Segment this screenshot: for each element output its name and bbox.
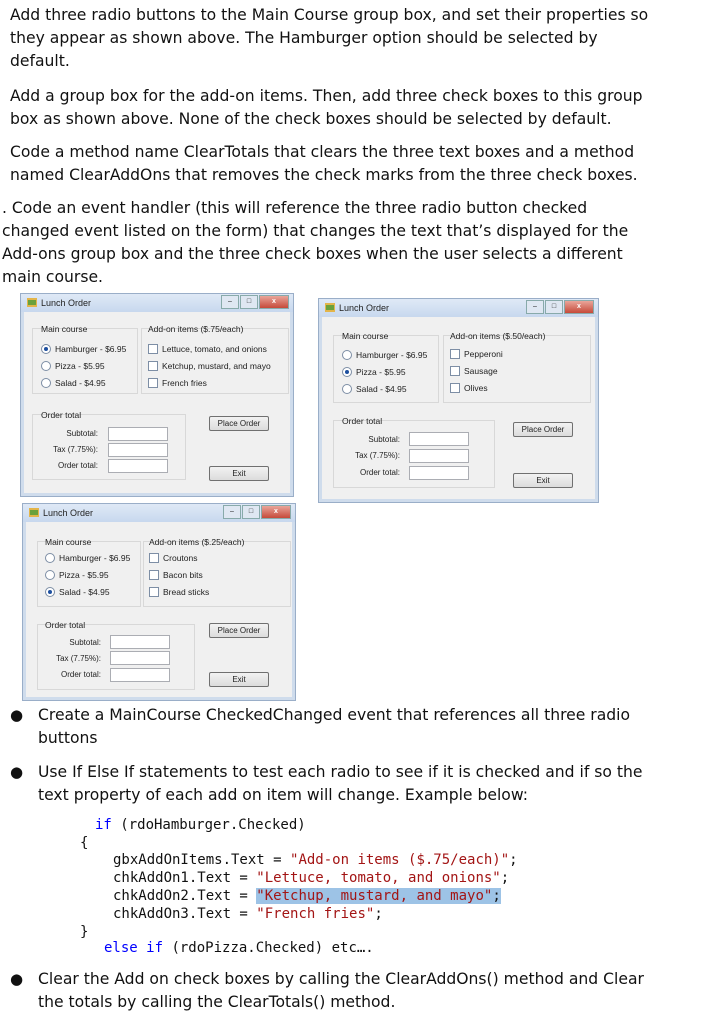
addon-items-label: Add-on items ($.50/each): [450, 331, 546, 341]
subtotal-textbox[interactable]: [108, 427, 168, 441]
main-course-label: Main course: [41, 324, 88, 334]
subtotal-label: Subtotal:: [69, 638, 101, 647]
code-line-else: else if (rdoPizza.Checked) etc….: [104, 940, 374, 956]
place-order-button[interactable]: Place Order: [513, 422, 573, 437]
app-icon: [27, 298, 37, 307]
code-line-1: gbxAddOnItems.Text = "Add-on items ($.75/each)";: [113, 852, 518, 868]
app-icon: [29, 508, 39, 517]
exit-button[interactable]: Exit: [513, 473, 573, 488]
tax-label: Tax (7.75%):: [53, 445, 98, 454]
window-title: Lunch Order: [43, 508, 94, 518]
close-button[interactable]: x: [564, 300, 594, 314]
pizza-radio[interactable]: Pizza - $5.95: [41, 361, 105, 371]
order-total-textbox[interactable]: [409, 466, 469, 480]
salad-radio[interactable]: Salad - $4.95: [41, 378, 106, 388]
tax-textbox[interactable]: [108, 443, 168, 457]
place-order-button[interactable]: Place Order: [209, 416, 269, 431]
app-icon: [325, 303, 335, 312]
salad-radio[interactable]: Salad - $4.95: [342, 384, 407, 394]
addon-checkbox-3[interactable]: Olives: [450, 383, 488, 393]
tax-textbox[interactable]: [110, 651, 170, 665]
instruction-paragraph-1: Add three radio buttons to the Main Course group box, and set their properties so they appear as shown above. The Hamburger option should be selected by default.: [10, 6, 649, 70]
tax-label: Tax (7.75%):: [56, 654, 101, 663]
instruction-paragraph-3: Code a method name ClearTotals that clears the three text boxes and a method named ClearAddOns that removes the check marks from the three check boxes.: [10, 143, 638, 184]
subtotal-textbox[interactable]: [110, 635, 170, 649]
window-title: Lunch Order: [339, 303, 390, 313]
addon-checkbox-3[interactable]: French fries: [148, 378, 207, 388]
title-bar: [21, 294, 293, 312]
addon-checkbox-1[interactable]: Pepperoni: [450, 349, 503, 359]
main-course-label: Main course: [45, 537, 92, 547]
instruction-paragraph-4: . Code an event handler (this will reference the three radio button checked changed event listed on the form) that changes the text that’s displayed for the Add-ons group box and the three check boxes when the user selects a different main course.: [2, 199, 629, 286]
bullet-item-2: Use If Else If statements to test each radio to see if it is checked and if so the text property of each add on item will change. Example below:: [38, 763, 643, 804]
lunch-order-window-1: [20, 293, 294, 497]
subtotal-textbox[interactable]: [409, 432, 469, 446]
code-line-if: if (rdoHamburger.Checked): [95, 817, 306, 833]
exit-button[interactable]: Exit: [209, 466, 269, 481]
code-open-brace: {: [80, 835, 89, 851]
hamburger-radio[interactable]: Hamburger - $6.95: [342, 350, 427, 360]
maximize-button[interactable]: □: [240, 295, 258, 309]
close-button[interactable]: x: [261, 505, 291, 519]
order-total-label: Order total: [342, 416, 383, 426]
addon-items-label: Add-on items ($.25/each): [149, 537, 245, 547]
code-line-2: chkAddOn1.Text = "Lettuce, tomato, and onions";: [113, 870, 510, 886]
exit-button[interactable]: Exit: [209, 672, 269, 687]
place-order-button[interactable]: Place Order: [209, 623, 269, 638]
minimize-button[interactable]: –: [223, 505, 241, 519]
subtotal-label: Subtotal:: [368, 435, 400, 444]
addon-checkbox-1[interactable]: Croutons: [149, 553, 198, 563]
title-bar: [319, 299, 598, 317]
code-line-3: chkAddOn2.Text = "Ketchup, mustard, and mayo";: [113, 888, 501, 904]
code-line-4: chkAddOn3.Text = "French fries";: [113, 906, 383, 922]
tax-label: Tax (7.75%):: [355, 451, 400, 460]
minimize-button[interactable]: –: [221, 295, 239, 309]
pizza-radio[interactable]: Pizza - $5.95: [342, 367, 406, 377]
maximize-button[interactable]: □: [545, 300, 563, 314]
pizza-radio[interactable]: Pizza - $5.95: [45, 570, 109, 580]
instruction-paragraph-2: Add a group box for the add-on items. Then, add three check boxes to this group box as shown above. None of the check boxes should be selected by default.: [10, 87, 643, 128]
tax-textbox[interactable]: [409, 449, 469, 463]
hamburger-radio[interactable]: Hamburger - $6.95: [45, 553, 130, 563]
salad-radio[interactable]: Salad - $4.95: [45, 587, 110, 597]
order-total-label: Order total: [41, 410, 82, 420]
title-bar: [23, 504, 295, 522]
order-total-field-label: Order total:: [359, 468, 400, 477]
minimize-button[interactable]: –: [526, 300, 544, 314]
bullet-item-3: Clear the Add on check boxes by calling the ClearAddOns() method and Clear the totals by calling the ClearTotals() method.: [38, 970, 644, 1011]
order-total-field-label: Order total:: [57, 461, 98, 470]
addon-checkbox-3[interactable]: Bread sticks: [149, 587, 209, 597]
bullet-dot-1: ●: [10, 706, 24, 724]
bullet-dot-3: ●: [10, 970, 24, 988]
addon-items-label: Add-on items ($.75/each): [148, 324, 244, 334]
addon-checkbox-2[interactable]: Bacon bits: [149, 570, 203, 580]
lunch-order-window-2: [318, 298, 599, 503]
order-total-textbox[interactable]: [110, 668, 170, 682]
addon-checkbox-2[interactable]: Sausage: [450, 366, 498, 376]
window-title: Lunch Order: [41, 298, 92, 308]
main-course-label: Main course: [342, 331, 389, 341]
order-total-label: Order total: [45, 620, 86, 630]
bullet-dot-2: ●: [10, 763, 24, 781]
order-total-field-label: Order total:: [60, 670, 101, 679]
subtotal-label: Subtotal:: [66, 429, 98, 438]
maximize-button[interactable]: □: [242, 505, 260, 519]
hamburger-radio[interactable]: Hamburger - $6.95: [41, 344, 126, 354]
bullet-item-1: Create a MainCourse CheckedChanged event that references all three radio buttons: [38, 706, 631, 747]
addon-checkbox-1[interactable]: Lettuce, tomato, and onions: [148, 344, 267, 354]
order-total-textbox[interactable]: [108, 459, 168, 473]
close-button[interactable]: x: [259, 295, 289, 309]
code-close-brace: }: [80, 924, 89, 940]
addon-checkbox-2[interactable]: Ketchup, mustard, and mayo: [148, 361, 271, 371]
lunch-order-window-3: [22, 503, 296, 701]
